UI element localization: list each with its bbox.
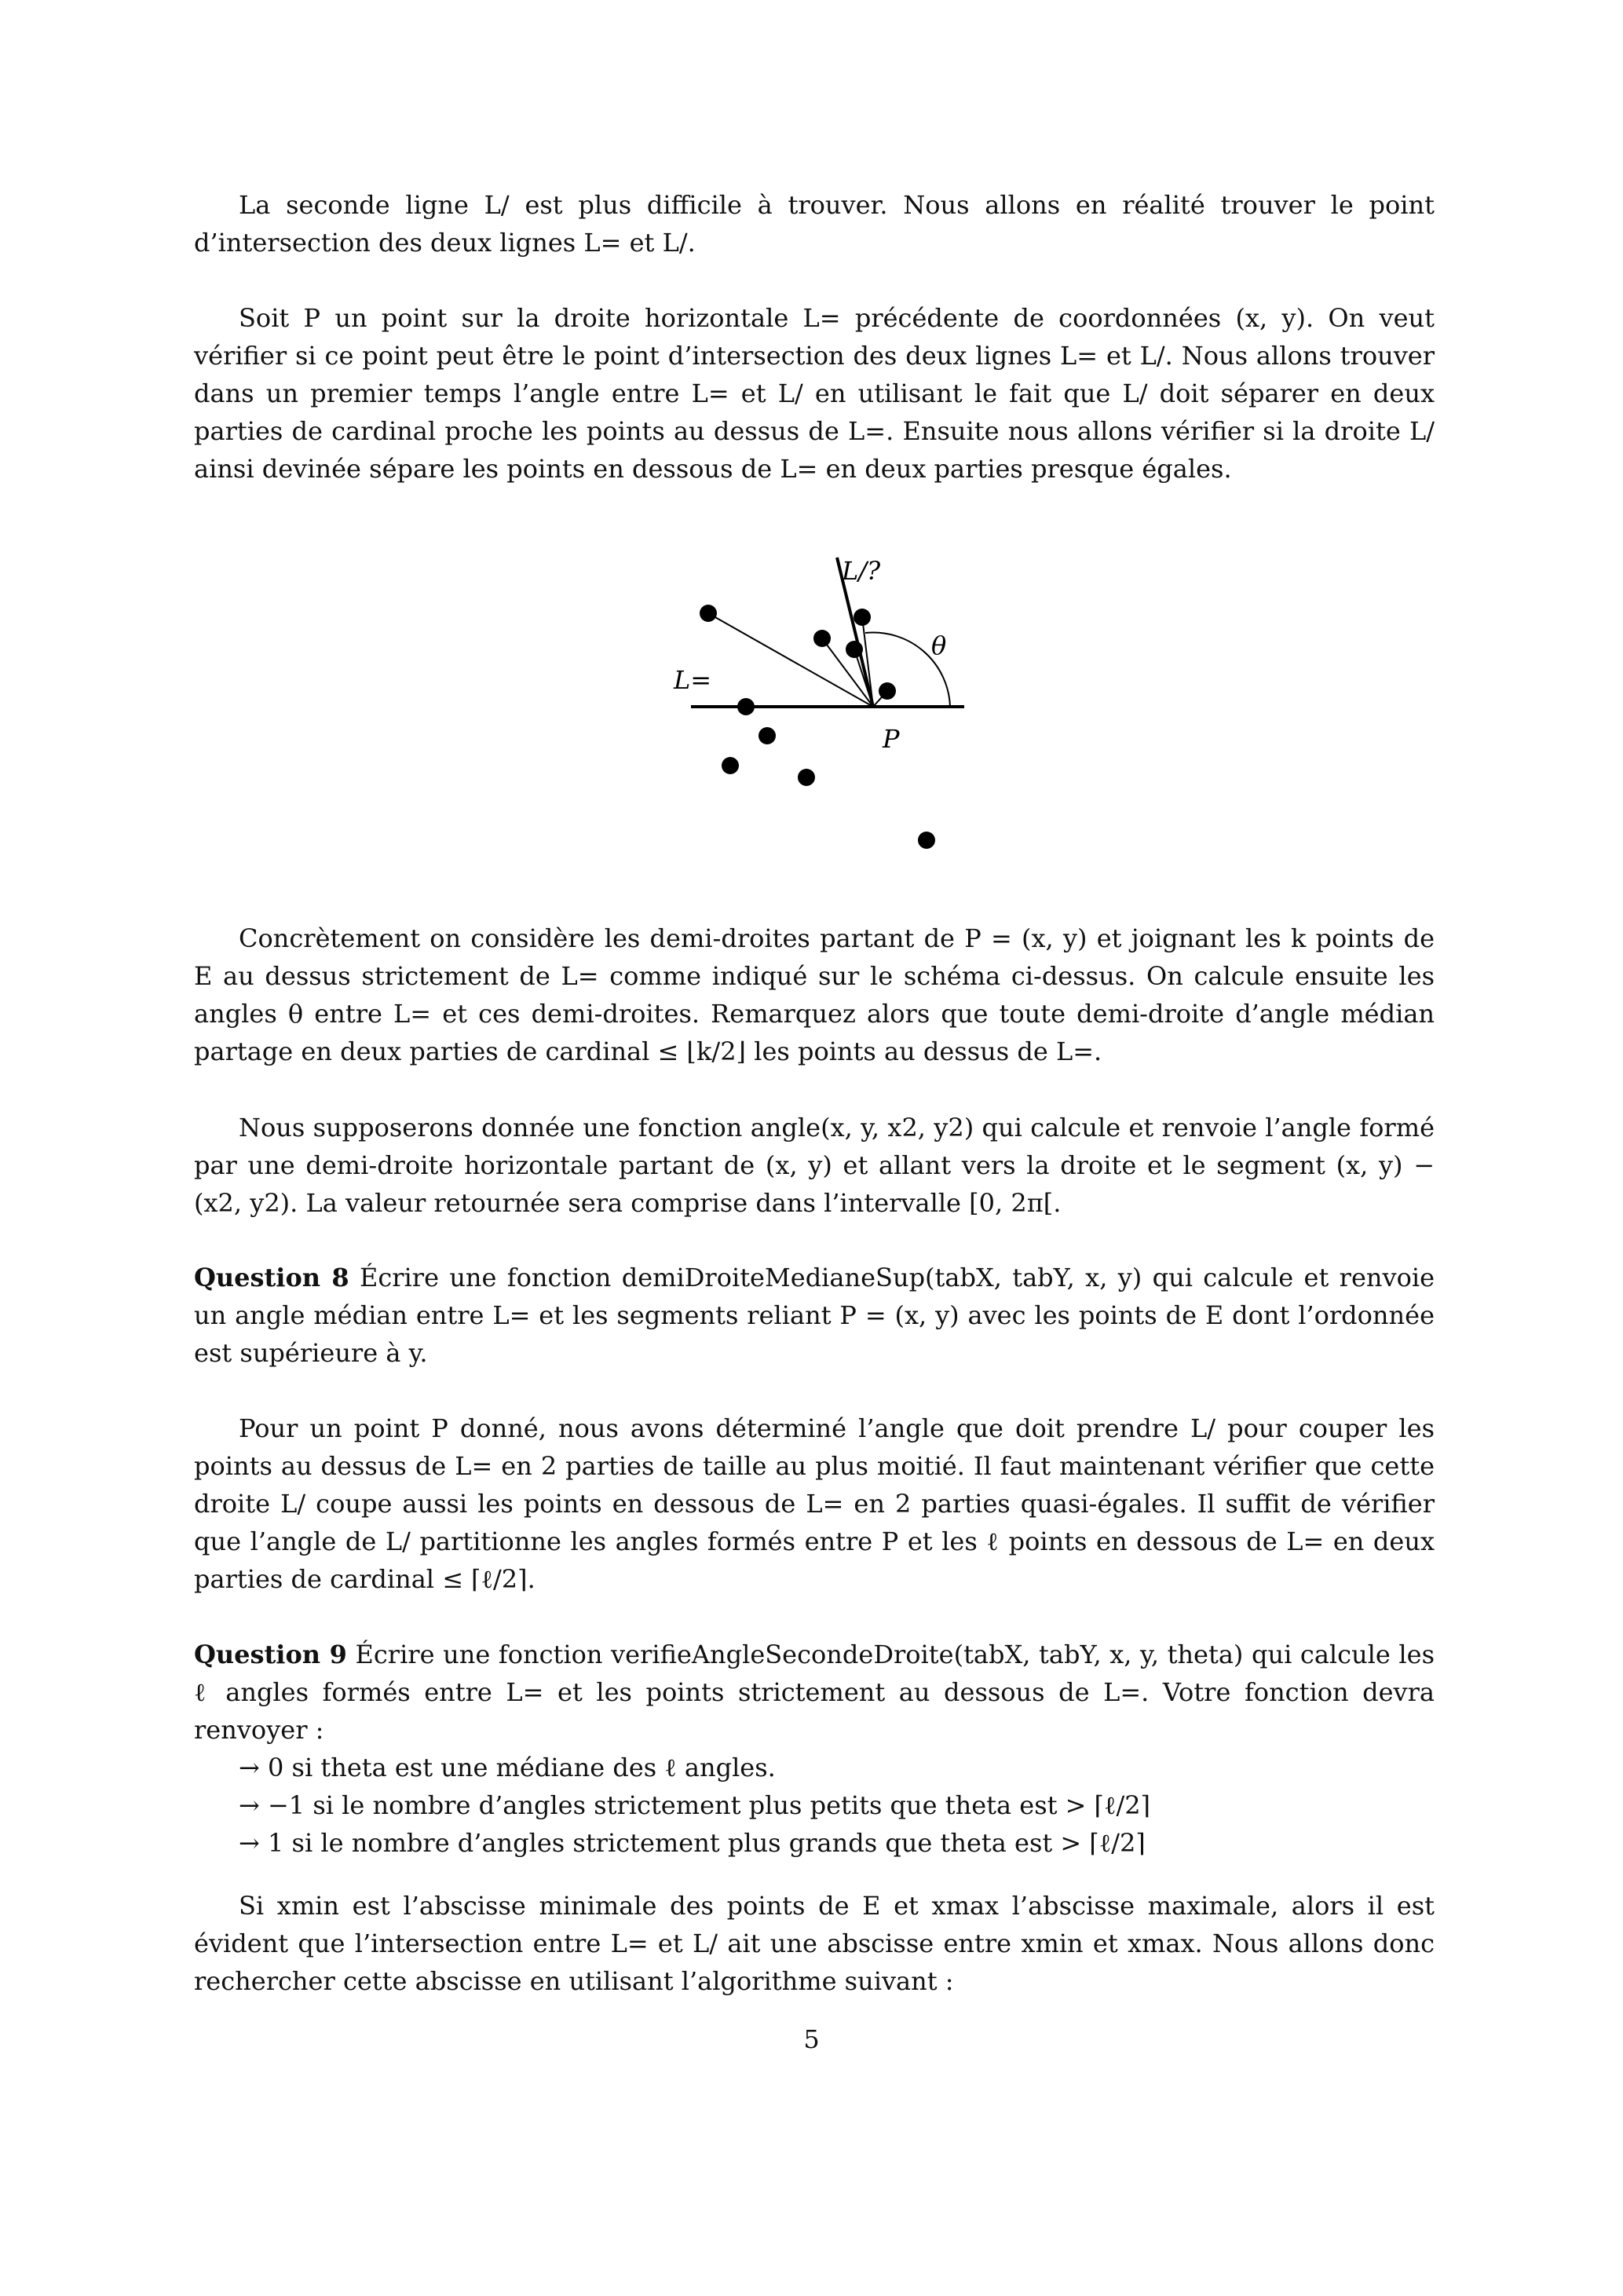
paragraph-2: Soit P un point sur la droite horizontale L= précédente de coordonnées (x, y). On veut vérifier si ce point peut être le point d’intersection des deux lignes L= et L/. Nous allons trouver dans un premier temps l’angle entre L= et L/ en utilisant le fait que L/ doit séparer en deux parties de cardinal proche les points au dessus de L=. Ensuite nous allons vérifier si la droite L/ ainsi devinée sépare les points en dessous de L= en deux parties presque égales. [194, 303, 1435, 484]
paragraph-3: Concrètement on considère les demi-droites partant de P = (x, y) et joignant les k points de E au dessus strictement de L= comme indiqué sur le schéma ci-dessus. On calcule ensuite les angles θ entre L= et ces demi-droites. Remarquez alors que toute demi-droite d’angle médian partage en deux parties de cardinal ≤ ⌊k/2⌋ les points au dessus de L=. [194, 923, 1435, 1066]
label-l-equal: L= [674, 665, 712, 695]
question-9-label: Question 9 [194, 1640, 347, 1669]
label-p: P [883, 724, 900, 754]
point-on-line [737, 698, 755, 715]
point-below [918, 832, 935, 849]
point-below [722, 757, 739, 774]
point-above [813, 630, 831, 647]
paragraph-5: Pour un point P donné, nous avons déterminé l’angle que doit prendre L/ pour couper les points au dessus de L= en 2 parties de taille au plus moitié. Il faut maintenant vérifier que cette droite L/ coupe aussi les points en dessous de L= en 2 parties quasi-égales. Il suffit de vérifier que l’angle de L/ partitionne les angles formés entre P et les ℓ points en dessous de L= en deux parties de cardinal ≤ ⌈ℓ/2⌉. [194, 1413, 1435, 1594]
point-below [758, 727, 776, 744]
question-8-label: Question 8 [194, 1263, 349, 1292]
label-l-slash: L/? [842, 556, 881, 586]
point-above [854, 609, 871, 626]
question-9-item-2: → −1 si le nombre d’angles strictement plus petits que theta est > ⌈ℓ/2⌉ [239, 1790, 1151, 1820]
question-9-item-1: → 0 si theta est une médiane des ℓ angles. [239, 1753, 776, 1782]
point-above [879, 682, 896, 700]
point-above [846, 641, 863, 658]
question-9-item-3: → 1 si le nombre d’angles strictement plus grands que theta est > ⌈ℓ/2⌉ [239, 1828, 1146, 1858]
point-below [798, 769, 815, 786]
paragraph-6: Si xmin est l’abscisse minimale des points de E et xmax l’abscisse maximale, alors il est évident que l’intersection entre L= et L/ ait une abscisse entre xmin et xmax. Nous allons donc rechercher cette abscisse en utilisant l’algorithme suivant : [194, 1891, 1435, 1996]
question-9 [194, 1636, 1435, 1862]
point-above [700, 605, 717, 622]
page-number: 5 [803, 2024, 820, 2054]
paragraph-4: Nous supposerons donnée une fonction angle(x, y, x2, y2) qui calcule et renvoie l’angle formé par une demi-droite horizontale partant de (x, y) et allant vers la droite et le segment (x, y) − (x2, y2). La valeur retournée sera comprise dans l’intervalle [0, 2π[. [194, 1113, 1435, 1218]
paragraph-1: La seconde ligne L/ est plus difficile à trouver. Nous allons en réalité trouver le point d’intersection des deux lignes L= et L/. [194, 190, 1435, 258]
ray-1 [708, 613, 873, 707]
question-8 [194, 1259, 1435, 1372]
label-theta: θ [931, 631, 947, 660]
question-9-text: Écrire une fonction verifieAngleSecondeDroite(tabX, tabY, x, y, theta) qui calcule les ℓ angles formés entre L= et les points strictement au dessous de L=. Votre fonction devra renvoyer : [194, 1640, 1435, 1745]
question-8-text: Écrire une fonction demiDroiteMedianeSup(tabX, tabY, x, y) qui calcule et renvoie un angle médian entre L= et les segments reliant P = (x, y) avec les points de E dont l’ordonnée est supérieure à y. [194, 1263, 1435, 1368]
